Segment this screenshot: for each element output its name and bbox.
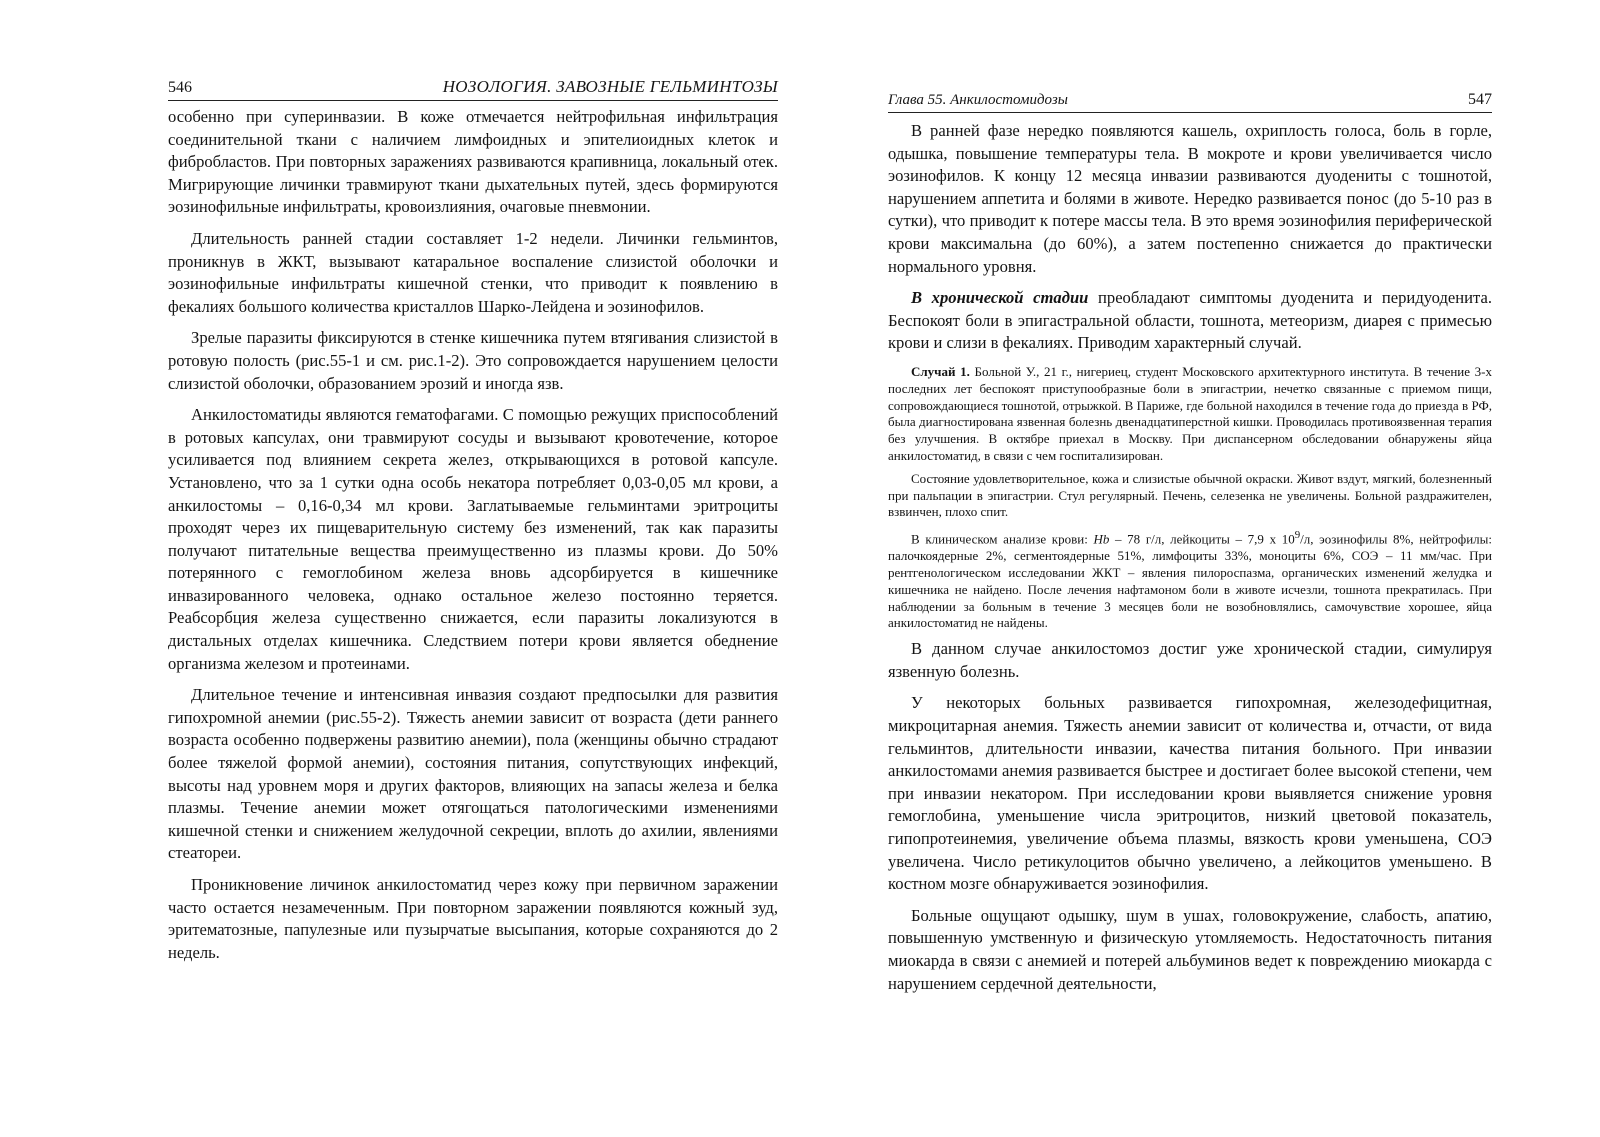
running-head-left xyxy=(168,78,778,101)
right-page xyxy=(888,0,1492,1137)
left-body-text xyxy=(168,106,778,973)
paragraph: У некоторых больных развивается гипохромная, железодефицитная, микроцитарная анемия. Тяжесть анемии зависит от количества и, отчасти, от вида гельминтов, длительности инвазии, качества питания больного. При инвазии анкилостомами анемия развивается быстрее и достигает более высокой степени, чем при инвазии некатором. При исследовании крови выявляется снижение уровня гемоглобина, уменьшение числа эритроцитов, низкий цветовой показатель, гипопротеинемия, увеличение объема плазмы, вязкость крови уменьшена, СОЭ увеличена. Число ретикулоцитов обычно увеличено, а лейкоцитов уменьшено. В костном мозге обнаруживается эозинофилия. xyxy=(888,693,1492,894)
case-text: Больной У., 21 г., нигериец, студент Московского архитектурного института. В течение 3-х последних лет беспокоят приступообразные боли в эпигастрии, нечетко связанные с приемом пищи, сопровождающиеся тошнотой, отрыжкой. В Париже, где больной находился в течение года до приезда в РФ, была диагностирована язвенная болезнь двенадцатиперстной кишки. Проводилась противоязвенная терапия без улучшения. В октябре приехал в Москву. При диспансерном обследовании обнаружены яйца анкилостоматид, в связи с чем госпитализирован. xyxy=(888,363,1492,463)
paragraph: Длительность ранней стадии составляет 1-2 недели. Личинки гельминтов, проникнув в ЖКТ, вызывают катаральное воспаление слизистой оболочки и эозинофильные инфильтраты кишечной стенки, что приводит к появлению в фекалиях большого количества кристаллов Шарко-Лейдена и эозинофилов. xyxy=(168,228,778,316)
paragraph: Длительное течение и интенсивная инвазия создают предпосылки для развития гипохромной анемии (рис.55-2). Тяжесть анемии зависит от возраста (дети раннего возраста особенно подвержены развитию анемии), пола (женщины обычно страдают более тяжелой формой анемии), состояния питания, сопутствующих инфекций, высоты над уровнем моря и других факторов, влияющих на запасы железа и белка плазмы. Течение анемии может отягощаться патологическими изменениями кишечной стенки и снижением желудочной секреции, вплоть до ахилии, явлениями стеатореи. xyxy=(168,685,778,863)
left-page xyxy=(168,0,778,1137)
case-status: Состояние удовлетворительное, кожа и слизистые обычной окраски. Живот вздут, мягкий, болезненный при пальпации в эпигастрии. Стул регулярный. Печень, селезенка не увеличены. Больной раздражителен, взвинчен, плохо спит. xyxy=(888,470,1492,520)
running-title-left: НОЗОЛОГИЯ. ЗАВОЗНЫЕ ГЕЛЬМИНТОЗЫ xyxy=(442,77,778,96)
paragraph: В данном случае анкилостомоз достиг уже хронической стадии, симулируя язвенную болезнь. xyxy=(888,639,1492,681)
emphasis-chronic-stage: В хронической стадии xyxy=(911,288,1089,308)
case-report xyxy=(888,364,1492,465)
case-label: Случай 1. xyxy=(911,363,970,379)
case-blood-test xyxy=(888,527,1492,632)
blood-text-b: – 78 г/л, лейкоциты – 7,9 х 10 xyxy=(1109,531,1295,547)
page-number-left: 546 xyxy=(168,79,192,96)
blood-superscript: 9 xyxy=(1294,529,1301,542)
blood-text-a: В клиническом анализе крови: xyxy=(911,531,1094,547)
paragraph: Зрелые паразиты фиксируются в стенке кишечника путем втягивания слизистой в ротовую полость (рис.55-1 и см. рис.1-2). Это сопровождается нарушением целости слизистой оболочки, образованием эрозий и иногда язв. xyxy=(168,328,778,393)
right-body-text xyxy=(888,120,1492,1004)
paragraph-text: преобладают симптомы дуоденита и перидуоденита. Беспокоят боли в эпигастральной области, тошнота, метеоризм, диарея с примесью крови и слизи в фекалиях. Приводим характерный случай. xyxy=(888,288,1492,353)
paragraph: Проникновение личинок анкилостоматид через кожу при первичном заражении часто остается незамеченным. При повторном заражении появляются кожный зуд, эритематозные, папулезные или пузырчатые высыпания, которые сохраняются до 2 недель. xyxy=(168,875,778,962)
blood-text-c: /л, эозинофилы 8%, нейтрофилы: палочкоядерные 2%, сегментоядерные 51%, лимфоциты 33%, моноциты 6%, СОЭ – 11 мм/час. При рентгенологическом исследовании ЖКТ – явления пилороспазма, органических изменений желудка и кишечника не найдено. После лечения нафтамоном боли в животе исчезли, тошнота прекратилась. При наблюдении за больным в течение 3 месяцев боли не возобновлялись, самочувствие хорошее, яйца анкилостоматид не найдены. xyxy=(888,531,1492,631)
paragraph: особенно при суперинвазии. В коже отмечается нейтрофильная инфильтрация соединительной ткани с наличием лимфоидных и эпителиоидных клеток и фибробластов. При повторных заражениях развиваются крапивница, локальный отек. Мигрирующие личинки травмируют ткани дыхательных путей, здесь формируются эозинофильные инфильтраты, кровоизлияния, очаговые пневмонии. xyxy=(168,107,778,217)
paragraph: Больные ощущают одышку, шум в ушах, головокружение, слабость, апатию, повышенную умственную и физическую утомляемость. Недостаточность питания миокарда в связи с анемией и потерей альбуминов ведет к повреждению миокарда с нарушением сердечной деятельности, xyxy=(888,905,1492,993)
page-number-right: 547 xyxy=(1468,91,1492,108)
running-title-right: Глава 55. Анкилостомидозы xyxy=(888,92,1068,108)
paragraph: Анкилостоматиды являются гематофагами. С помощью режущих приспособлений в ротовых капсулах, они травмируют сосуды и вызывают кровотечение, которое усиливается под влиянием секрета желез, открывающихся в ротовой капсуле. Установлено, что за 1 сутки одна особь некатора потребляет 0,03-0,05 мл крови, а анкилостомы – 0,16-0,34 мл крови. Заглатываемые гельминтами эритроциты проходят через их пищеварительную систему без изменений, так как паразиты получают питательные вещества преимущественно из плазмы крови. До 50% потерянного с гемоглобином железа вновь адсорбируется в кишечнике инвазированного человека, однако остальное железо постоянно теряется. Реабсорбция железа существенно снижается, если паразиты локализуются в дистальных отделах кишечника. Следствием потери крови является обеднение организма железом и протеинами. xyxy=(168,405,778,673)
running-head-right xyxy=(888,90,1492,113)
blood-hb: Hb xyxy=(1093,531,1110,547)
paragraph: В ранней фазе нередко появляются кашель, охриплость голоса, боль в горле, одышка, повышение температуры тела. В мокроте и крови увеличивается число эозинофилов. К концу 12 месяца инвазии развиваются дуодениты с тошнотой, нарушением аппетита и болями в животе. Нередко развивается понос (до 5-10 раз в сутки), что приводит к потере массы тела. В это время эозинофилия периферической крови максимальна (до 60%), а затем постепенно снижается до практически нормального уровня. xyxy=(888,121,1492,276)
paragraph-chronic-stage xyxy=(888,287,1492,355)
